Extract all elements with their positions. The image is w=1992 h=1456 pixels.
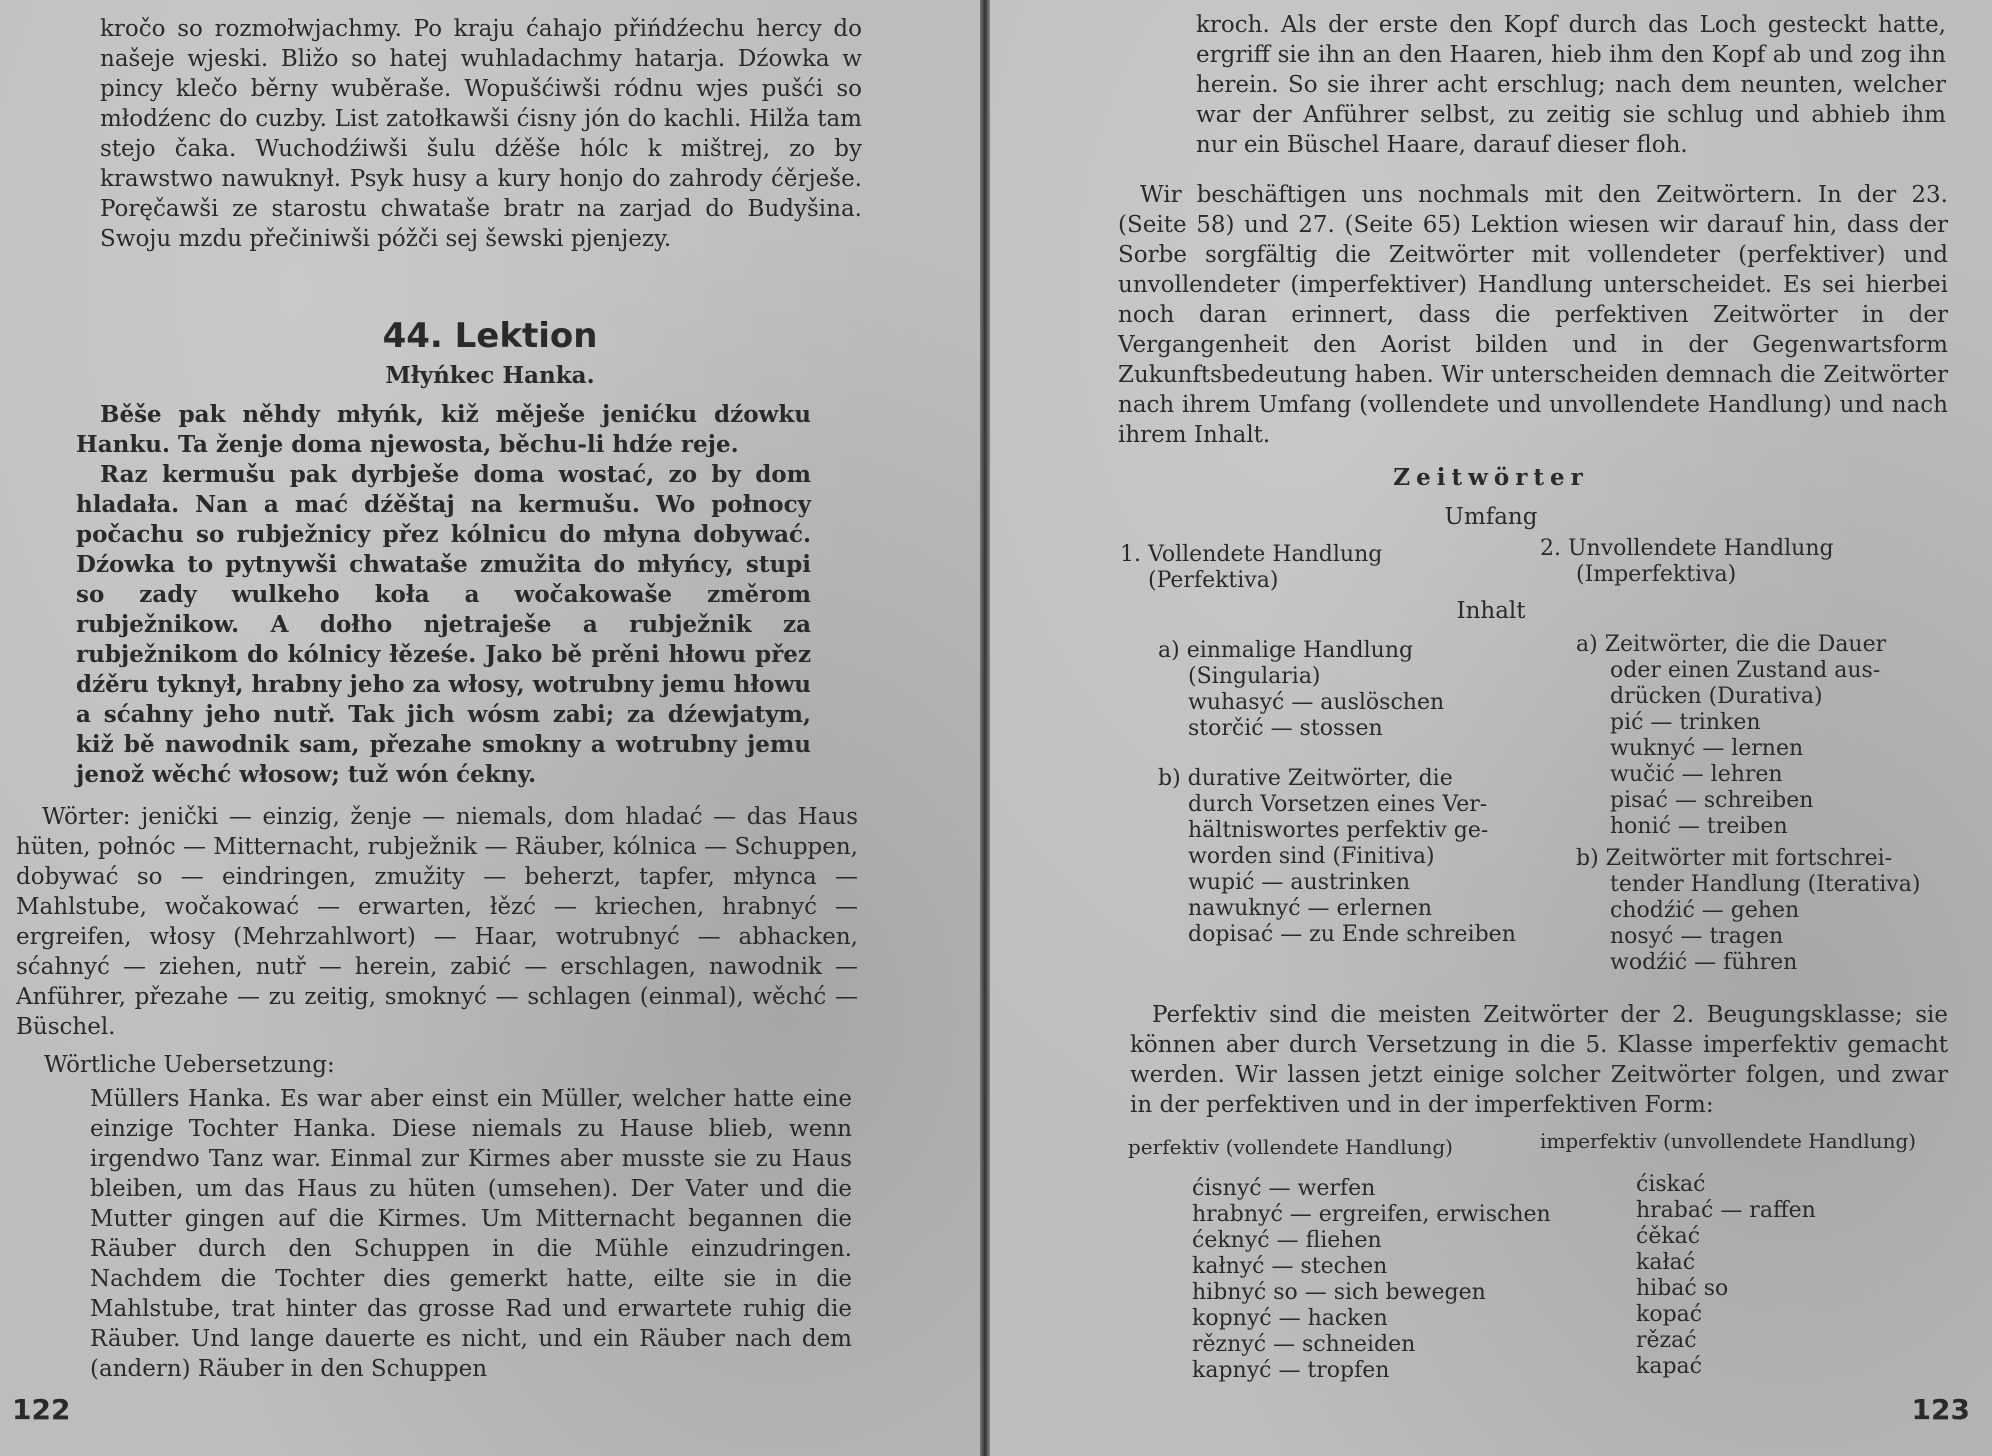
list-item: hibnyć so — sich bewegen bbox=[1192, 1280, 1486, 1305]
group-line: drücken (Durativa) bbox=[1610, 684, 1823, 709]
group-line: b) durative Zeitwörter, die bbox=[1158, 766, 1453, 791]
group-line: dopisać — zu Ende schreiben bbox=[1188, 922, 1516, 947]
group-line: tender Handlung (Iterativa) bbox=[1610, 872, 1921, 897]
list-item: kapać bbox=[1636, 1354, 1702, 1379]
table-title: Zeitwörter bbox=[1393, 464, 1589, 491]
list-item: ćeknyć — fliehen bbox=[1192, 1228, 1382, 1253]
heading-line: (Perfektiva) bbox=[1148, 568, 1279, 593]
perfective-group-a bbox=[1158, 638, 1518, 742]
heading-line: 1. Vollendete Handlung bbox=[1120, 542, 1383, 567]
explanation-paragraph: Wir beschäftigen uns nochmals mit den Zeitwörtern. In der 23. (Seite 58) und 27. (Seite 65) Lektion wiesen wir darauf hin, dass der Sorbe sorgfältig die Zeitwörter mit vollendeter (perfektiver) und unvollendeter (imperfektiver) Handlung unterscheidet. Es sei hierbei noch daran erinnert, dass die perfektiven Zeitwörter in der Vergangenheit den Aorist bilden und in der Gegenwartsform Zukunftsbedeutung haben. Wir unterscheiden demnach die Zeitwörter nach ihrem Umfang (vollendete und unvollendete Handlung) und nach ihrem Inhalt. bbox=[1118, 182, 1948, 448]
group-line: a) einmalige Handlung bbox=[1158, 638, 1414, 663]
group-line: pisać — schreiben bbox=[1610, 788, 1814, 813]
list-item: rěznyć — schneiden bbox=[1192, 1332, 1416, 1357]
group-line: durch Vorsetzen eines Ver- bbox=[1188, 792, 1488, 817]
page-number: 122 bbox=[12, 1393, 71, 1426]
group-line: wodźić — führen bbox=[1610, 950, 1798, 975]
heading-line: (Imperfektiva) bbox=[1576, 562, 1737, 587]
heading-line: 2. Unvollendete Handlung bbox=[1540, 536, 1834, 561]
list-item: kapnyć — tropfen bbox=[1192, 1358, 1390, 1383]
vocabulary-list: Wörter: jenički — einzig, ženje — niemals, dom hladać — das Haus hüten, połnóc — Mitternacht, rubježnik — Räuber, kólnica — Schuppen, dobywać so — eindringen, zmužity — beherzt, tapfer, młynca — Mahlstube, wočakować — erwarten, łězć — kriechen, hrabnyć — ergreifen, włosy (Mehrzahlwort) — Haar, wotrubnyć — abhacken, sćahnyć — ziehen, nutř — herein, zabić — erschlagen, nawodnik — Anführer, přezahe — zu zeitig, smoknyć — schlagen (einmal), wěchć — Büschel. bbox=[16, 804, 858, 1040]
imperfective-verb-list bbox=[1636, 1172, 1936, 1380]
perfective-group-b bbox=[1158, 766, 1538, 948]
group-line: wuhasyć — auslöschen bbox=[1188, 690, 1445, 715]
group-line: wupić — austrinken bbox=[1188, 870, 1411, 895]
list-item: hrabnyć — ergreifen, erwischen bbox=[1192, 1202, 1551, 1227]
perfektiv-note: Perfektiv sind die meisten Zeitwörter der 2. Beugungsklasse; sie können aber durch Versetzung in die 5. Klasse imperfektiv gemacht werden. Wir lassen jetzt einige solcher Zeitwörter folgen, und zwar in der perfektiven und in der imperfektiven Form: bbox=[1130, 1002, 1948, 1118]
group-line: chodźić — gehen bbox=[1610, 898, 1800, 923]
translation-paragraph: Müllers Hanka. Es war aber einst ein Müller, welcher hatte eine einzige Tochter Hanka. Diese niemals zu Hause blieb, wenn irgendwo Tanz war. Einmal zur Kirmes aber musste sie zu Haus bleiben, um das Haus zu hüten (umsehen). Der Vater und die Mutter gingen auf die Kirmes. Um Mitternacht begannen die Räuber durch den Schuppen in die Mühle einzudringen. Nachdem die Tochter dies gemerkt hatte, eilte sie in die Mahlstube, trat hinter das grosse Rad und erwartete ruhig die Räuber. Und lange dauerte es nicht, und ein Räuber nach dem (andern) Räuber in den Schuppen bbox=[90, 1086, 852, 1382]
list-item: kałać bbox=[1636, 1250, 1696, 1275]
group-line: oder einen Zustand aus- bbox=[1610, 658, 1881, 683]
list-item: kopnyć — hacken bbox=[1192, 1306, 1388, 1331]
group-line: hältniswortes perfektiv ge- bbox=[1188, 818, 1489, 843]
story-paragraph: Raz kermušu pak dyrbješe doma wostać, zo by dom hladała. Nan a mać dźěštaj na kermušu. Wo połnocy počachu so rubježnicy přez kólnicu do młyna dobywać. Dźowka to pytnywši chwataše zmužita do młyńcy, stupi so zady wulkeho koła a wočakowaše změrom rubježnikow. A dołho njetraješe a rubježnik za rubježnikom do kólnicy łěześe. Jako bě prěni hłowu přez dźěru tyknył, hrabny jeho za włosy, wotrubny jemu hłowu a sćahny jeho nutř. Tak jich wósm zabi; za dźewjatym, kiž bě nawodnik sam, přezahe smokny a wotrubny jemu jenož wěchć włosow; tuž wón ćekny. bbox=[76, 461, 811, 788]
group-line: pić — trinken bbox=[1610, 710, 1761, 735]
right-page bbox=[990, 0, 1992, 1456]
group-line: a) Zeitwörter, die die Dauer bbox=[1576, 632, 1887, 657]
story-paragraph: Běše pak něhdy młyńk, kiž měješe jenićku dźowku Hanku. Ta ženje doma njewosta, běchu-li hdźe reje. bbox=[76, 401, 811, 458]
umfang-label: Umfang bbox=[1444, 504, 1538, 530]
list-item: kałnyć — stechen bbox=[1192, 1254, 1388, 1279]
imperfective-group-b bbox=[1576, 846, 1956, 976]
list-header-imperfective: imperfektiv (unvollendete Handlung) bbox=[1540, 1129, 1917, 1153]
group-line: b) Zeitwörter mit fortschrei- bbox=[1576, 846, 1893, 871]
list-item: kopać bbox=[1636, 1302, 1703, 1327]
lesson-title: 44. Lektion bbox=[382, 316, 598, 356]
group-line: nosyć — tragen bbox=[1610, 924, 1784, 949]
group-line: wuknyć — lernen bbox=[1610, 736, 1804, 761]
group-line: honić — treiben bbox=[1610, 814, 1788, 839]
list-item: hrabać — raffen bbox=[1636, 1198, 1816, 1223]
group-line: worden sind (Finitiva) bbox=[1188, 844, 1435, 869]
list-item: ćiskać bbox=[1636, 1172, 1706, 1197]
story-title: Młyńkec Hanka. bbox=[385, 362, 595, 389]
page-number: 123 bbox=[1911, 1393, 1970, 1426]
intro-paragraph: kroch. Als der erste den Kopf durch das Loch gesteckt hatte, ergriff sie ihn an den Haaren, hieb ihm den Kopf ab und zog ihn herein. So sie ihrer acht erschlug; nach dem neunten, welcher war der Anführer selbst, zu zeitig sie schlug und abhieb ihm nur ein Büschel Haare, darauf dieser floh. bbox=[1196, 12, 1946, 158]
inhalt-label: Inhalt bbox=[1456, 598, 1526, 624]
list-item: ćěkać bbox=[1636, 1224, 1701, 1249]
left-page bbox=[0, 0, 980, 1456]
group-line: storčić — stossen bbox=[1188, 716, 1383, 741]
column-heading-imperfective bbox=[1540, 536, 1910, 588]
group-line: nawuknyć — erlernen bbox=[1188, 896, 1432, 921]
list-item: ćisnyć — werfen bbox=[1192, 1176, 1376, 1201]
perfective-verb-list bbox=[1192, 1176, 1552, 1384]
group-line: wučić — lehren bbox=[1610, 762, 1783, 787]
list-header-perfective: perfektiv (vollendete Handlung) bbox=[1128, 1135, 1453, 1159]
list-item: rězać bbox=[1636, 1328, 1697, 1353]
imperfective-group-a bbox=[1576, 632, 1956, 840]
list-item: hibać so bbox=[1636, 1276, 1729, 1301]
intro-paragraph: kročo so rozmołwjachmy. Po kraju ćahajo přińdźechu hercy do našeje wjeski. Bližo so hatej wuhladachmy hatarja. Dźowka w pincy klečo běrny wuběraše. Wopušćiwši ródnu wjes pušći so młodźenc do cuzby. List zatołkawši ćisny jón do kachli. Hilža tam stejo čaka. Wuchodźiwši šulu dźěše hólc k mištrej, zo by krawstwo nawuknył. Psyk husy a kury honjo do zahrody ćěrješe. Poręčawši ze starostu chwataše bratr na zarjad do Budyšina. Swoju mzdu přečiniwši póžči sej šewski pjenjezy. bbox=[100, 16, 862, 252]
translation-label: Wörtliche Uebersetzung: bbox=[44, 1052, 335, 1078]
column-heading-perfective bbox=[1120, 542, 1450, 594]
book-spine bbox=[980, 0, 990, 1456]
group-line: (Singularia) bbox=[1188, 664, 1321, 689]
